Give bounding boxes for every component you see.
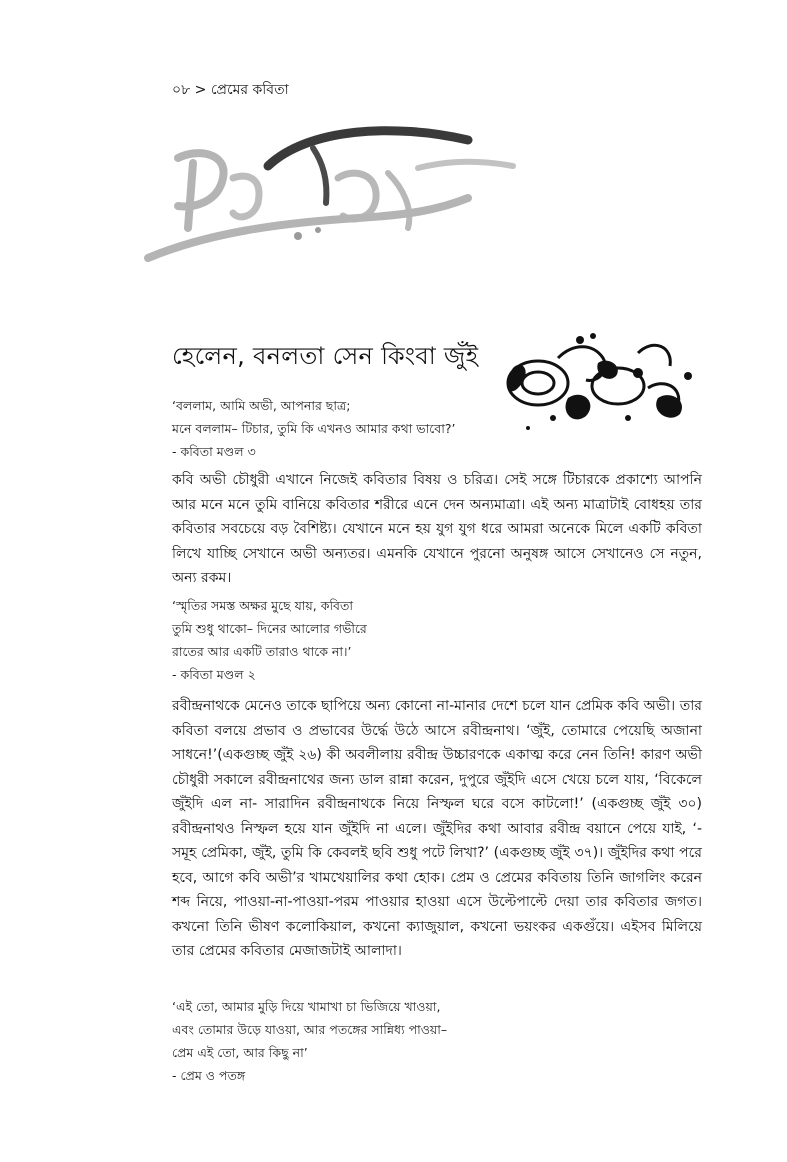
quote-source: - প্রেম ও পতঙ্গ: [172, 1068, 246, 1083]
poem-quote-2: [172, 594, 712, 686]
quote-line: ‘স্মৃতির সমস্ত অক্ষর মুছে যায়, কবিতা: [172, 598, 353, 613]
quote-line: তুমি শুধু থাকো– দিনের আলোর গভীরে: [172, 621, 367, 636]
poem-quote-3: [172, 995, 712, 1087]
body-paragraph-1: কবি অভী চৌধুরী এখানে নিজেই কবিতার বিষয় ও চরিত্র। সেই সঙ্গে টিচারকে প্রকাশ্যে আপনি আর মনে মনে তুমি বানিয়ে কবিতার শরীরে এনে দেন অন্যমাত্রা। এই অন্য মাত্রাটাই বোধহয় তার কবিতার সবচেয়ে বড় বৈশিষ্ট্য। যেখানে মনে হয় যুগ যুগ ধরে আমরা অনেকে মিলে একটি কবিতা লিখে যাচ্ছি সেখানে অভী অন্যতর। এমনকি যেখানে পুরনো অনুষঙ্গ আসে সেখানেও সে নতুন, অন্য রকম।: [172, 472, 702, 586]
quote-line: এবং তোমার উড়ে যাওয়া, আর পতঙ্গের সান্নিধ্য পাওয়া–: [172, 1022, 448, 1037]
quote-line: রাতের আর একটি তারাও থাকে না।’: [172, 644, 352, 659]
quote-line: ‘বললাম, আমি অভী, আপনার ছাত্র;: [172, 398, 351, 413]
quote-line: প্রেম এই তো, আর কিছু না’: [172, 1045, 308, 1060]
quote-line: মনে বললাম– টিচার, তুমি কি এখনও আমার কথা ভাবো?’: [172, 421, 456, 436]
article-title: হেলেন, বনলতা সেন কিংবা জুঁই: [172, 342, 479, 370]
section-logo-calligraphy: [138, 118, 528, 278]
running-head: ০৮ > প্রেমের কবিতা: [172, 82, 289, 98]
quote-source: - কবিতা মণ্ডল ২: [172, 667, 256, 682]
poem-quote-1: [172, 394, 712, 463]
quote-source: - কবিতা মণ্ডল ৩: [172, 444, 256, 459]
body-paragraph-2: রবীন্দ্রনাথকে মেনেও তাকে ছাপিয়ে অন্য কোনো না-মানার দেশে চলে যান প্রেমিক কবি অভী। তার কবিতা বলয়ে প্রভাব ও প্রভাবের উর্দ্ধে উঠে আসে রবীন্দ্রনাথ। ‘জুঁই, তোমারে পেয়েছি অজানা সাধনে!’(একগুচ্ছ জুঁই ২৬) কী অবলীলায় রবীন্দ্র উচ্চারণকে একাত্ম করে নেন তিনি! কারণ অভী চৌধুরী সকালে রবীন্দ্রনাথের জন্য ডাল রান্না করেন, দুপুরে জুঁইদি এসে খেয়ে চলে যায়, ‘বিকেলে জুঁইদি এল না- সারাদিন রবীন্দ্রনাথকে নিয়ে নিস্ফল ঘরে বসে কাটলো!’ (একগুচ্ছ জুঁই ৩০) রবীন্দ্রনাথও নিস্ফল হয়ে যান জুঁইদি না এলে। জুঁইদির কথা আবার রবীন্দ্র বয়ানে পেয়ে যাই, ‘- সমূহ প্রেমিকা, জুঁই, তুমি কি কেবলই ছবি শুধু পটে লিখা?’ (একগুচ্ছ জুঁই ৩৭)। জুঁইদির কথা পরে হবে, আগে কবি অভী’র খামখেয়ালির কথা হোক। প্রেম ও প্রেমের কবিতায় তিনি জাগলিং করেন শব্দ নিয়ে, পাওয়া-না-পাওয়া-পরম পাওয়ার হাওয়া এসে উল্টেপাল্টে দেয়া তার কবিতার জগত। কখনো তিনি ভীষণ কলোকিয়াল, কখনো ক্যাজুয়াল, কখনো ভয়ংকর একগুঁয়ে। এইসব মিলিয়ে তার প্রেমের কবিতার মেজাজটাই আলাদা।: [172, 698, 702, 959]
quote-line: ‘এই তো, আমার মুড়ি দিয়ে খামাখা চা ভিজিয়ে খাওয়া,: [172, 999, 441, 1014]
